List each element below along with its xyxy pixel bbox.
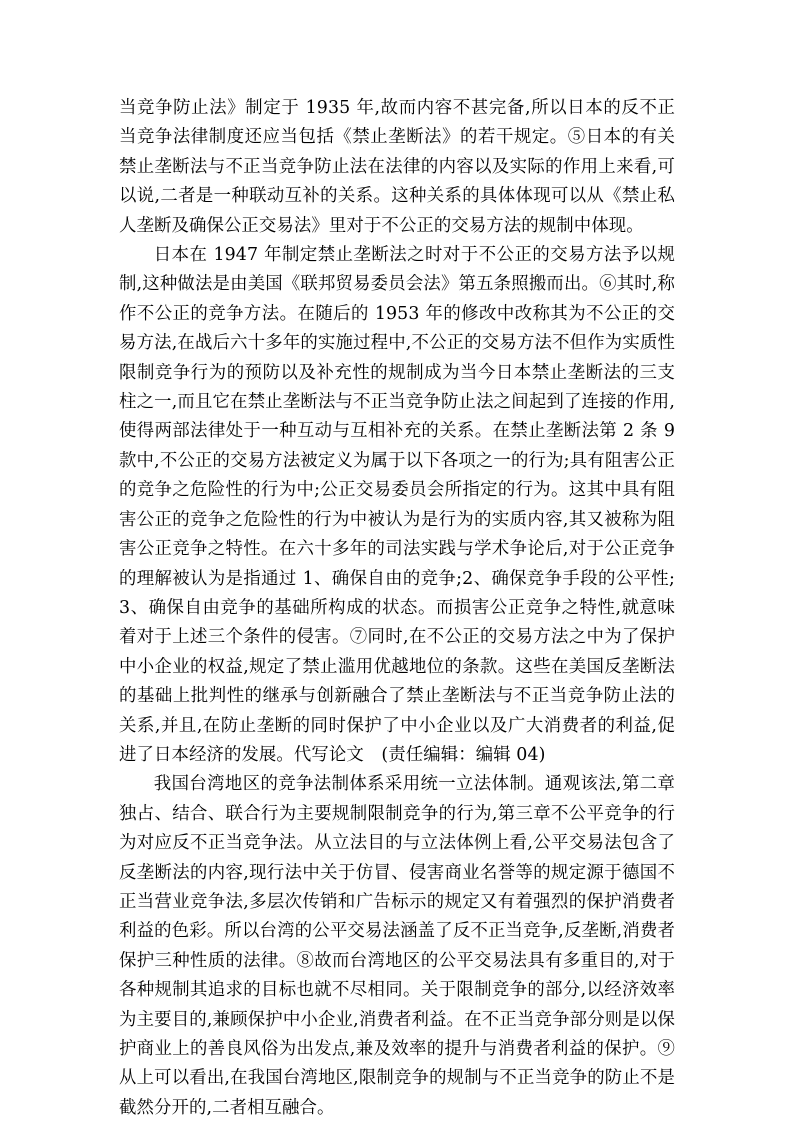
paragraph-continuation: 当竞争防止法》制定于 1935 年,故而内容不甚完备,所以日本的反不正当竞争法律制度还应当包括《禁止垄断法》的若干规定。⑤日本的有关禁止垄断法与不正当竞争防止法在法律的内容以及实际的作用上来看,可以说,二者是一种联动互补的关系。这种关系的具体体现可以从《禁止私人垄断及确保公正交易法》里对于不公正的交易方法的规制中体现。 xyxy=(119,98,675,236)
paragraph-japan-unfair-trade: 日本在 1947 年制定禁止垄断法之时对于不公正的交易方法予以规制,这种做法是由美国《联邦贸易委员会法》第五条照搬而出。⑥其时,称作不公正的竞争方法。在随后的 1953 年的修改中改称其为不公正的交易方法,在战后六十多年的实施过程中,不公正的交易方法不但作为实质性限制竞争行为的预防以及补充性的规制成为当今日本禁止垄断法的三支柱之一,而且它在禁止垄断法与不正当竞争防止法之间起到了连接的作用,使得两部法律处于一种互动与互相补充的关系。在禁止垄断法第 2 条 9 款中,不公正的交易方法被定义为属于以下各项之一的行为;具有阻害公正的竞争之危险性的行为中;公正交易委员会所指定的行为。这其中具有阻害公正的竞争之危险性的行为中被认为是行为的实质内容,其又被称为阻害公正竞争之特性。在六十多年的司法实践与学术争论后,对于公正竞争的理解被认为是指通过 1、确保自由的竞争;2、确保竞争手段的公平性;3、确保自由竞争的基础所构成的状态。而损害公正竞争之特性,就意味着对于上述三个条件的侵害。⑦同时,在不公正的交易方法之中为了保护中小企业的权益,规定了禁止滥用优越地位的条款。这些在美国反垄断法的基础上批判性的继承与创新融合了禁止垄断法与不正当竞争防止法的关系,并且,在防止垄断的同时保护了中小企业以及广大消费者的利益,促进了日本经济的发展。代写论文 (责任编辑：编辑 04) xyxy=(119,245,675,765)
paragraph-taiwan-fair-trade: 我国台湾地区的竞争法制体系采用统一立法体制。通观该法,第二章独占、结合、联合行为主要规制限制竞争的行为,第三章不公平竞争的行为对应反不正当竞争法。从立法目的与立法体例上看,公平交易法包含了反垄断法的内容,现行法中关于仿冒、侵害商业名誉等的规定源于德国不正当营业竞争法,多层次传销和广告标示的规定又有着强烈的保护消费者利益的色彩。所以台湾的公平交易法涵盖了反不正当竞争,反垄断,消费者保护三种性质的法律。⑧故而台湾地区的公平交易法具有多重目的,对于各种规制其追求的目标也就不尽相同。关于限制竞争的部分,以经济效率为主要目的,兼顾保护中小企业,消费者利益。在不正当竞争部分则是以保护商业上的善良风俗为出发点,兼及效率的提升与消费者利益的保护。⑨从上可以看出,在我国台湾地区,限制竞争的规制与不正当竞争的防止不是截然分开的,二者相互融合。 xyxy=(119,774,675,1118)
document-page xyxy=(119,94,675,1123)
